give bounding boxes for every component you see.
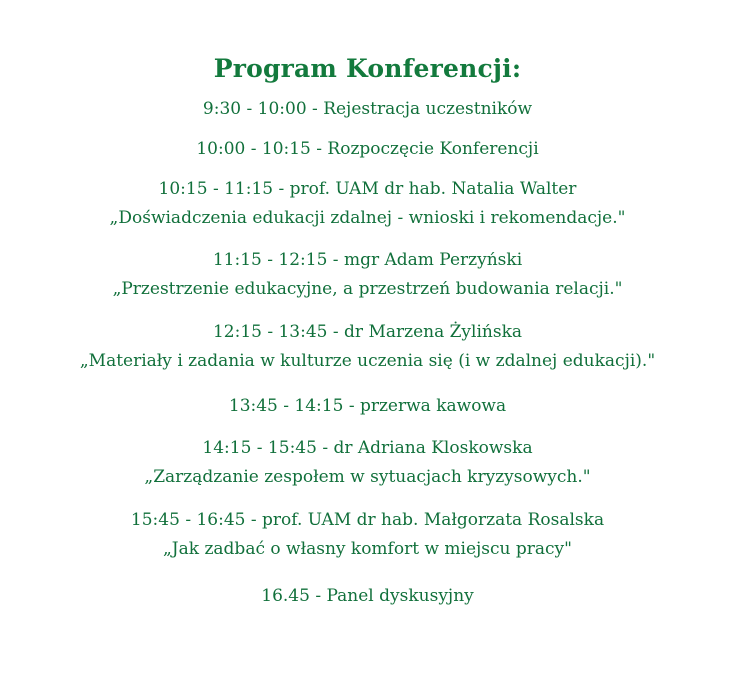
agenda-item-kloskowska-time-speaker: 14:15 - 15:45 - dr Adriana Kloskowska (202, 438, 533, 458)
agenda-item-walter-time-speaker: 10:15 - 11:15 - prof. UAM dr hab. Natalia Walter (158, 179, 577, 199)
agenda-item-coffee-break: 13:45 - 14:15 - przerwa kawowa (228, 396, 507, 416)
agenda-item-registration: 9:30 - 10:00 - Rejestracja uczestników (202, 99, 533, 119)
agenda-item-rosalska-time-speaker: 15:45 - 16:45 - prof. UAM dr hab. Małgorzata Rosalska (130, 510, 605, 530)
agenda-item-panel: 16.45 - Panel dyskusyjny (261, 586, 474, 606)
agenda-item-zylinska-time-speaker: 12:15 - 13:45 - dr Marzena Żylińska (212, 322, 523, 342)
agenda-item-perzynski-time-speaker: 11:15 - 12:15 - mgr Adam Perzyński (212, 250, 523, 270)
page-title: Program Konferencji: (213, 54, 522, 83)
agenda-item-rosalska-topic: „Jak zadbać o własny komfort w miejscu pracy" (163, 539, 572, 559)
agenda-item-zylinska-topic: „Materiały i zadania w kulturze uczenia się (i w zdalnej edukacji)." (79, 351, 656, 371)
agenda-item-walter-topic: „Doświadczenia edukacji zdalnej - wnioski i rekomendacje." (109, 208, 626, 228)
agenda-item-perzynski-topic: „Przestrzenie edukacyjne, a przestrzeń budowania relacji." (112, 279, 623, 299)
agenda-item-opening: 10:00 - 10:15 - Rozpoczęcie Konferencji (196, 139, 539, 159)
agenda-item-kloskowska-topic: „Zarządzanie zespołem w sytuacjach kryzysowych." (144, 467, 591, 487)
